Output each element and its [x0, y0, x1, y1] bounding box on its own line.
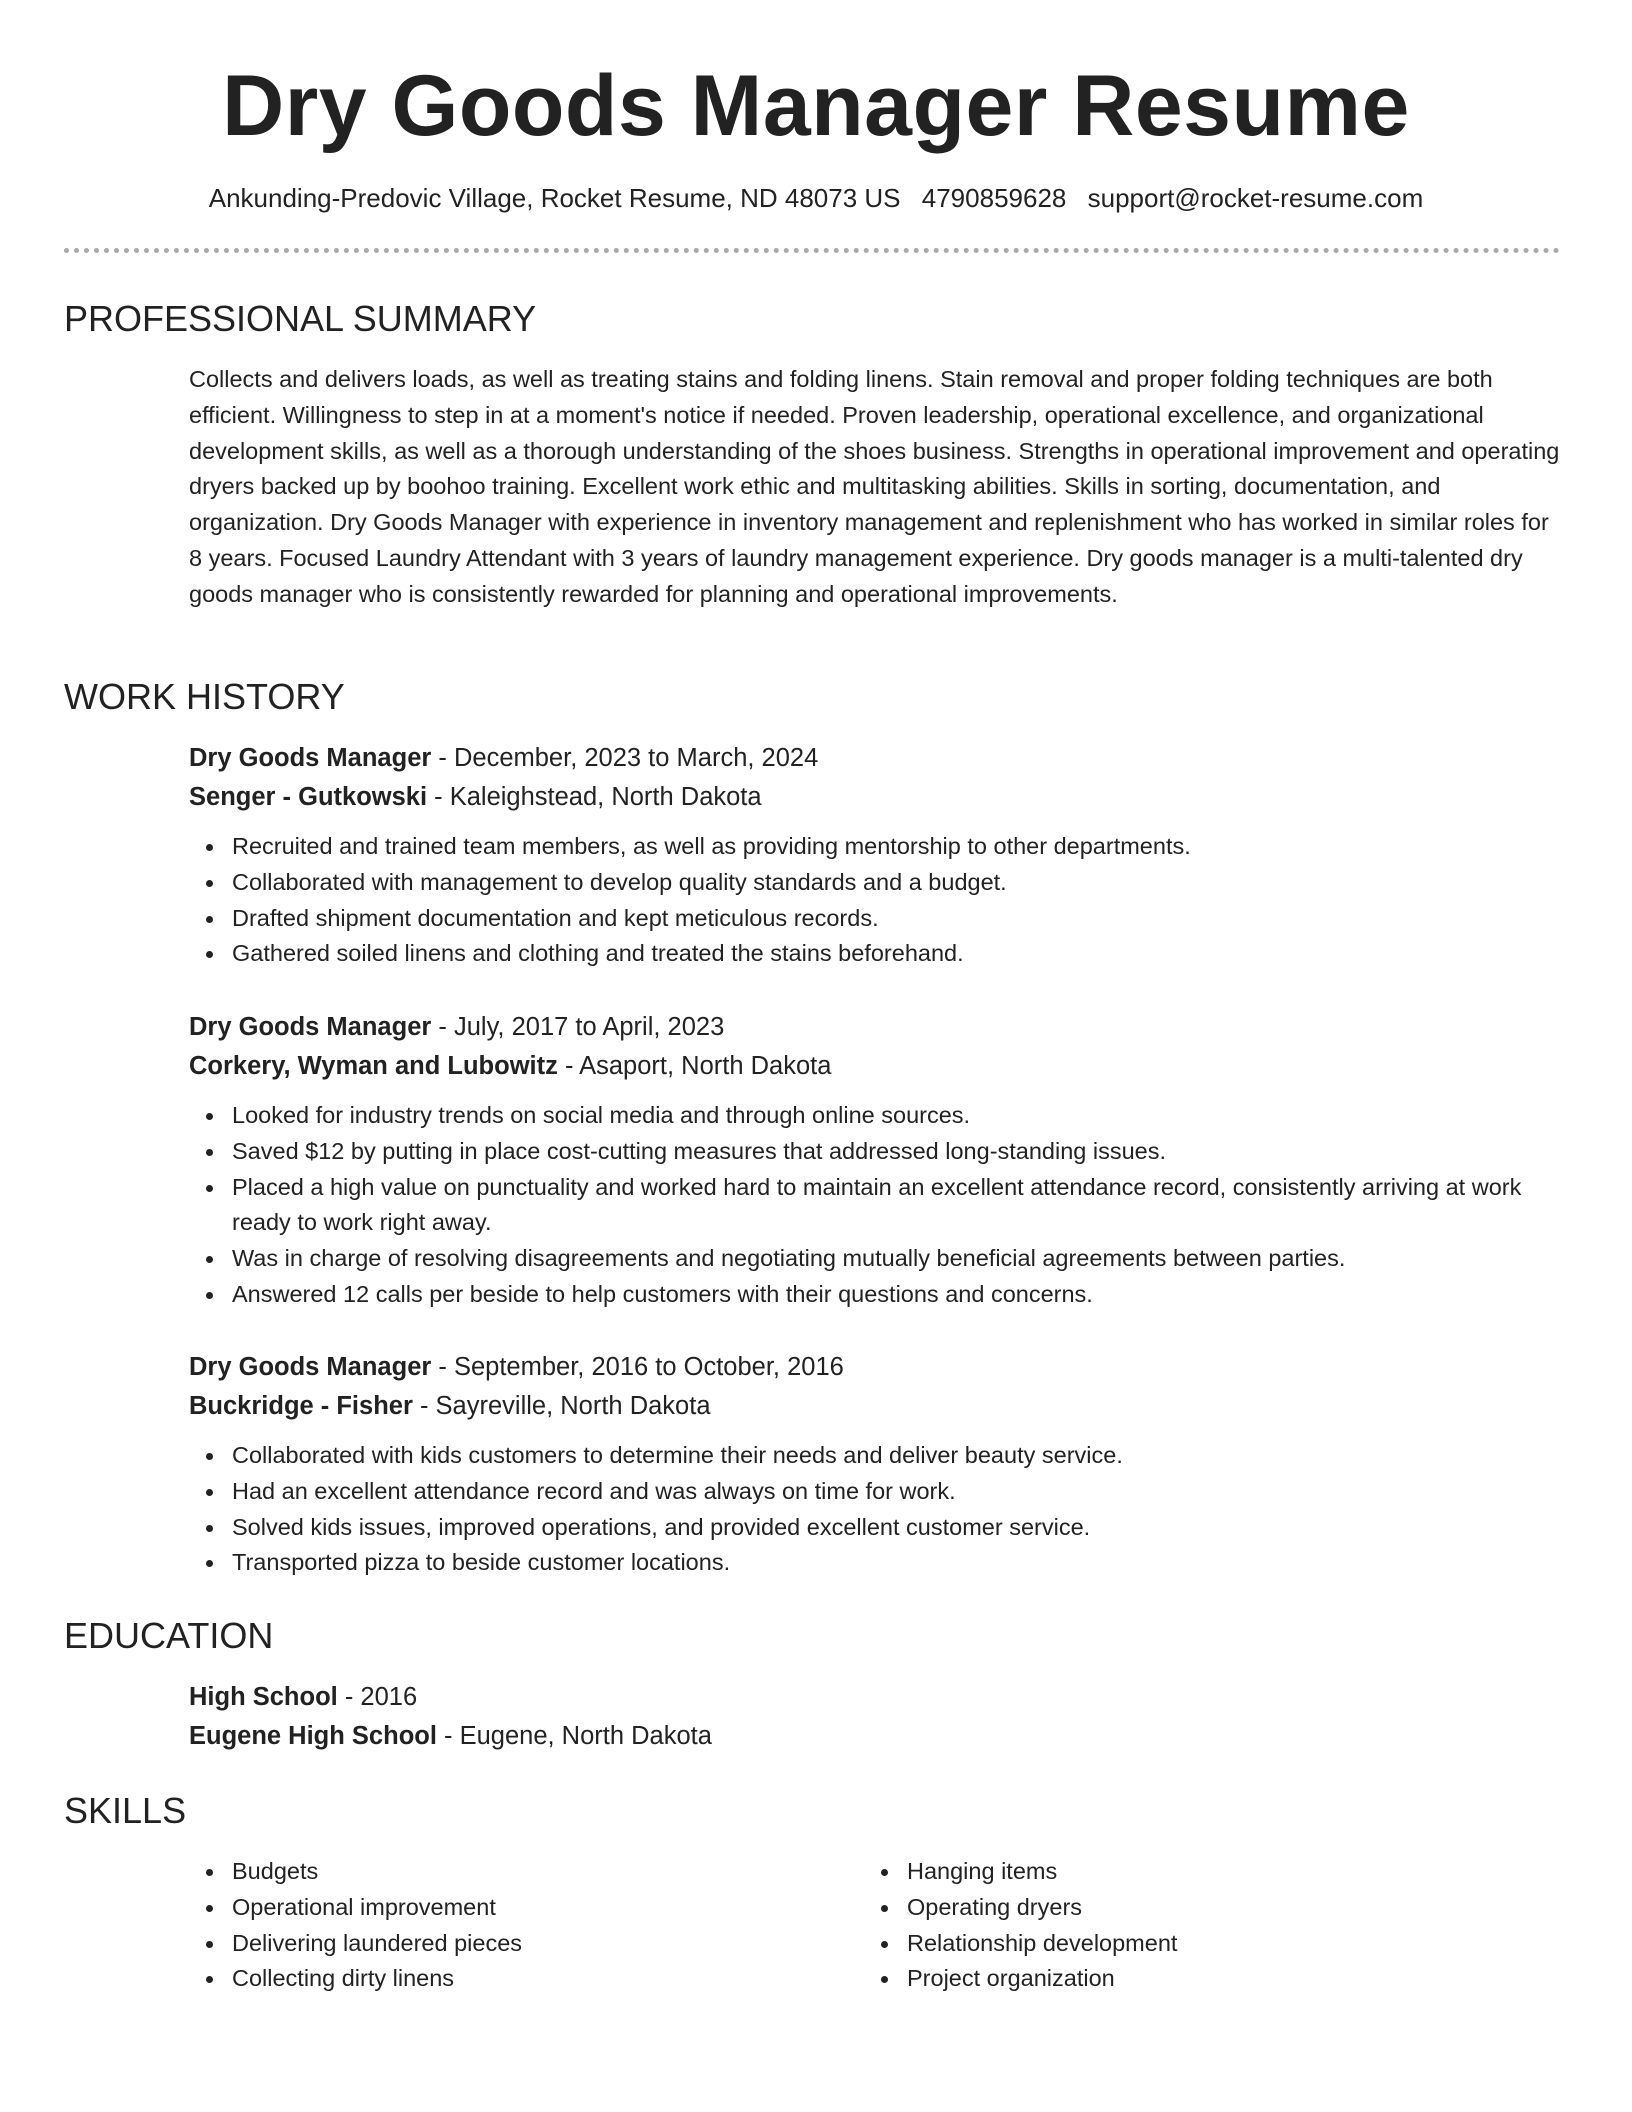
duty-item: Transported pizza to beside customer locations.: [189, 1545, 1561, 1581]
job-company: Corkery, Wyman and Lubowitz: [189, 1052, 558, 1080]
skill-item: Relationship development: [864, 1926, 1464, 1962]
job-dates: - December, 2023 to March, 2024: [431, 744, 819, 772]
graduation-year: - 2016: [337, 1683, 418, 1711]
job-company-line: [189, 778, 1561, 817]
job-location: - Asaport, North Dakota: [557, 1052, 832, 1080]
duty-item: Recruited and trained team members, as well as providing mentorship to other departments.: [189, 829, 1561, 865]
skill-item: Project organization: [864, 1961, 1464, 1997]
duty-item: Solved kids issues, improved operations, and provided excellent customer service.: [189, 1510, 1561, 1546]
duty-item: Collaborated with management to develop quality standards and a budget.: [189, 865, 1561, 901]
school-line: [189, 1717, 1561, 1756]
address: Ankunding-Predovic Village, Rocket Resume, ND 48073 US: [208, 183, 901, 213]
summary-text: Collects and delivers loads, as well as treating stains and folding linens. Stain removal and proper folding techniques are both efficient. Willingness to step in at a moment's notice if needed. Proven leadership, operational excellence, and organizational development skills, as well as a thorough understanding of the shoes business. Strengths in operational improvement and operating dryers backed up by boohoo training. Excellent work ethic and multitasking abilities. Skills in sorting, documentation, and organization. Dry Goods Manager with experience in inventory management and replenishment who has worked in similar roles for 8 years. Focused Laundry Attendant with 3 years of laundry management experience. Dry goods manager is a multi-talented dry goods manager who is consistently rewarded for planning and operational improvements.: [189, 366, 1560, 607]
job-company-line: [189, 1047, 1561, 1086]
skills-column-right: [864, 1854, 1464, 1997]
skills-heading: SKILLS: [64, 1790, 187, 1831]
skill-item: Budgets: [189, 1854, 789, 1890]
education-entry: [189, 1678, 1561, 1756]
contact-info: [0, 180, 1632, 216]
job-duties: [189, 1438, 1561, 1581]
job-title-line: [189, 739, 1561, 778]
job-location: - Kaleighstead, North Dakota: [427, 783, 762, 811]
skills-list: [189, 1854, 789, 1997]
header-divider: [64, 248, 1560, 253]
skill-item: Hanging items: [864, 1854, 1464, 1890]
school-location: - Eugene, North Dakota: [436, 1722, 712, 1750]
job-role: Dry Goods Manager: [189, 744, 432, 772]
job-dates: - September, 2016 to October, 2016: [431, 1353, 844, 1381]
job-title-line: [189, 1348, 1561, 1387]
skill-item: Operational improvement: [189, 1890, 789, 1926]
skill-item: Operating dryers: [864, 1890, 1464, 1926]
job-dates: - July, 2017 to April, 2023: [431, 1013, 725, 1041]
job-company: Senger - Gutkowski: [189, 783, 428, 811]
job-entry: [189, 1348, 1561, 1581]
skills-list: [864, 1854, 1464, 1997]
duty-item: Collaborated with kids customers to determine their needs and deliver beauty service.: [189, 1438, 1561, 1474]
duty-item: Gathered soiled linens and clothing and treated the stains beforehand.: [189, 936, 1561, 972]
job-company: Buckridge - Fisher: [189, 1392, 413, 1420]
job-company-line: [189, 1387, 1561, 1426]
phone: 4790859628: [921, 183, 1067, 213]
education-heading: EDUCATION: [64, 1615, 274, 1656]
degree: High School: [189, 1683, 338, 1711]
job-title-line: [189, 1008, 1561, 1047]
skill-item: Delivering laundered pieces: [189, 1926, 789, 1962]
skill-item: Collecting dirty linens: [189, 1961, 789, 1997]
skills-column-left: [189, 1854, 789, 1997]
job-entry: [189, 739, 1561, 972]
resume-title: Dry Goods Manager Resume: [222, 58, 1410, 154]
job-entry: [189, 1008, 1561, 1313]
duty-item: Placed a high value on punctuality and worked hard to maintain an excellent attendance record, consistently arriving at work ready to work right away.: [189, 1170, 1561, 1242]
duty-item: Answered 12 calls per beside to help customers with their questions and concerns.: [189, 1277, 1561, 1313]
degree-line: [189, 1678, 1561, 1717]
school-name: Eugene High School: [189, 1722, 437, 1750]
duty-item: Was in charge of resolving disagreements and negotiating mutually beneficial agreements between parties.: [189, 1241, 1561, 1277]
email: support@rocket-resume.com: [1087, 183, 1424, 213]
duty-item: Looked for industry trends on social media and through online sources.: [189, 1098, 1561, 1134]
summary-heading: PROFESSIONAL SUMMARY: [64, 298, 537, 339]
job-duties: [189, 829, 1561, 972]
job-role: Dry Goods Manager: [189, 1013, 432, 1041]
duty-item: Had an excellent attendance record and was always on time for work.: [189, 1474, 1561, 1510]
duty-item: Drafted shipment documentation and kept meticulous records.: [189, 901, 1561, 937]
job-duties: [189, 1098, 1561, 1313]
work-history-heading: WORK HISTORY: [64, 676, 345, 717]
duty-item: Saved $12 by putting in place cost-cutting measures that addressed long-standing issues.: [189, 1134, 1561, 1170]
job-role: Dry Goods Manager: [189, 1353, 432, 1381]
job-location: - Sayreville, North Dakota: [412, 1392, 711, 1420]
